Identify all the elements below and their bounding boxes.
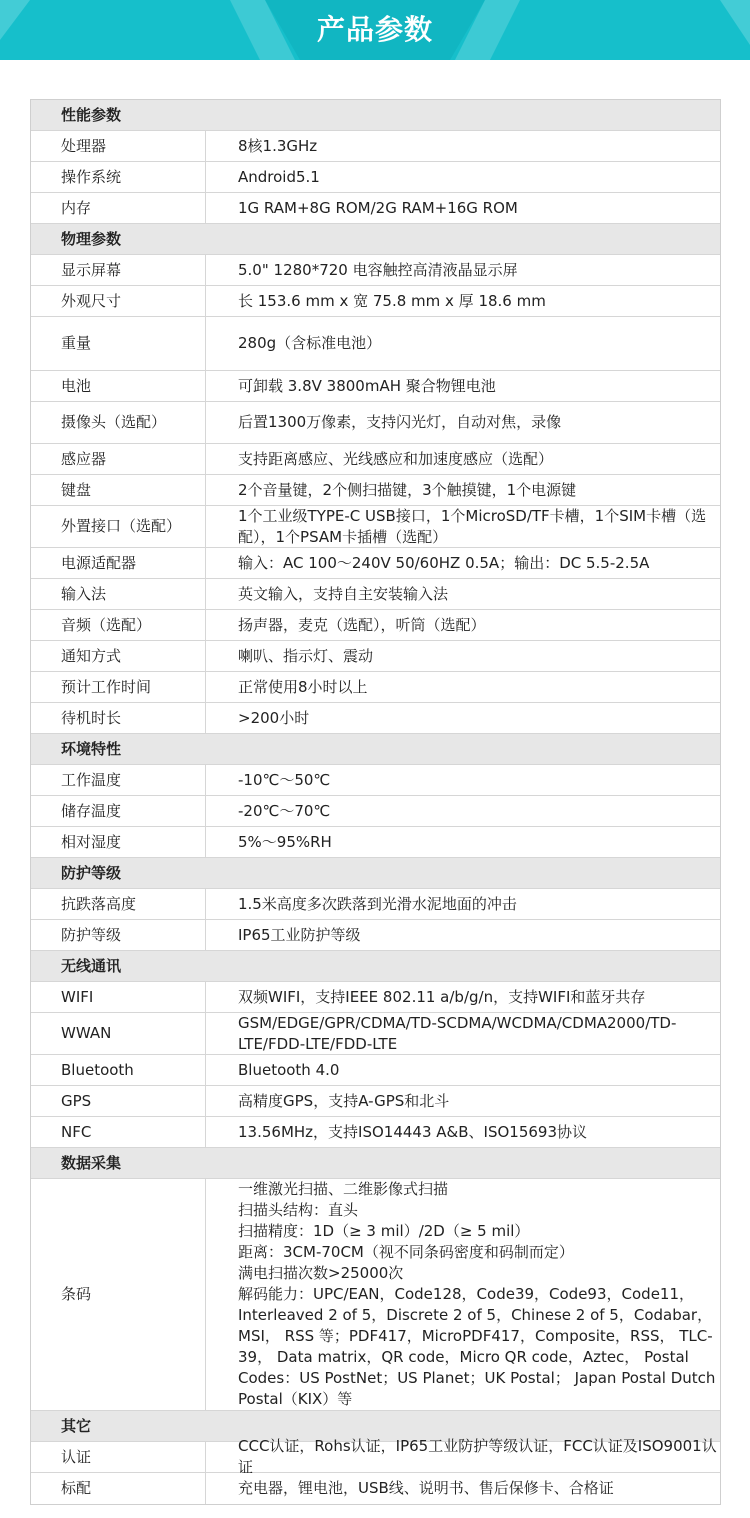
spec-label — [31, 286, 206, 316]
spec-value-text: >200小时 — [238, 708, 310, 727]
spec-value — [206, 889, 720, 919]
spec-value-text: 1.5米高度多次跌落到光滑水泥地面的冲击 — [238, 894, 517, 913]
spec-label — [31, 1117, 206, 1147]
spec-value — [206, 548, 720, 578]
spec-label-text: 重量 — [61, 334, 92, 352]
spec-label-text: 防护等级 — [61, 925, 122, 944]
section-title: 其它 — [61, 1416, 92, 1435]
spec-label — [31, 1086, 206, 1116]
spec-label-text: 条码 — [61, 1285, 92, 1303]
spec-value — [206, 920, 720, 950]
spec-row — [31, 796, 720, 827]
spec-row — [31, 1473, 720, 1504]
spec-label-text: WIFI — [61, 987, 94, 1006]
spec-label-text: 操作系统 — [61, 167, 122, 186]
spec-value — [206, 162, 720, 192]
spec-label-text: WWAN — [61, 1024, 112, 1042]
spec-label — [31, 610, 206, 640]
spec-row — [31, 131, 720, 162]
spec-label-text: 抗跌落高度 — [61, 894, 137, 913]
spec-value-text: 双频WIFI，支持IEEE 802.11 a/b/g/n，支持WIFI和蓝牙共存 — [238, 987, 646, 1006]
section-header — [31, 858, 720, 889]
spec-label — [31, 506, 206, 547]
spec-value — [206, 641, 720, 671]
spec-label — [31, 920, 206, 950]
spec-label — [31, 796, 206, 826]
section-title: 物理参数 — [61, 229, 122, 248]
spec-value — [206, 1086, 720, 1116]
spec-row — [31, 255, 720, 286]
spec-value-text: -10℃～50℃ — [238, 770, 331, 789]
spec-row — [31, 317, 720, 371]
spec-row — [31, 672, 720, 703]
spec-value-text: 支持距离感应、光线感应和加速度感应（选配） — [238, 449, 554, 468]
spec-row — [31, 402, 720, 444]
spec-value — [206, 579, 720, 609]
spec-label-text: 内存 — [61, 198, 92, 217]
spec-value-text: Android5.1 — [238, 167, 320, 186]
spec-value — [206, 1117, 720, 1147]
spec-row — [31, 703, 720, 734]
spec-row — [31, 1086, 720, 1117]
spec-value-text: 高精度GPS，支持A-GPS和北斗 — [238, 1091, 450, 1110]
spec-label-text: GPS — [61, 1091, 92, 1110]
spec-row — [31, 920, 720, 951]
spec-label-text: 电池 — [61, 376, 92, 395]
spec-value-text: 5%～95%RH — [238, 832, 332, 851]
section-header — [31, 100, 720, 131]
spec-value — [206, 371, 720, 401]
spec-label-text: 感应器 — [61, 449, 107, 468]
spec-value-text: 1G RAM+8G ROM/2G RAM+16G ROM — [238, 198, 518, 217]
spec-label — [31, 982, 206, 1012]
spec-label-text: 音频（选配） — [61, 615, 152, 634]
spec-label — [31, 444, 206, 474]
spec-value-text: Bluetooth 4.0 — [238, 1060, 340, 1079]
section-header — [31, 1148, 720, 1179]
spec-label-text: 电源适配器 — [61, 553, 137, 572]
spec-label-text: NFC — [61, 1122, 92, 1141]
page-title: 产品参数 — [316, 13, 433, 46]
spec-value-text: 后置1300万像素，支持闪光灯，自动对焦，录像 — [238, 413, 562, 431]
spec-label — [31, 672, 206, 702]
spec-label — [31, 255, 206, 285]
section-title: 性能参数 — [61, 105, 122, 124]
spec-value-text: 5.0" 1280*720 电容触控高清液晶显示屏 — [238, 260, 518, 279]
section-title: 无线通讯 — [61, 956, 122, 975]
spec-row — [31, 1437, 720, 1476]
spec-value — [206, 131, 720, 161]
spec-value-line: 距离：3CM-70CM（视不同条码密度和码制而定） — [238, 1243, 574, 1261]
spec-label — [31, 641, 206, 671]
spec-value — [206, 402, 720, 443]
spec-value-text: 长 153.6 mm x 宽 75.8 mm x 厚 18.6 mm — [238, 291, 546, 310]
spec-value — [206, 796, 720, 826]
spec-value — [206, 1055, 720, 1085]
spec-label-text: 预计工作时间 — [61, 677, 152, 696]
spec-label-text: 待机时长 — [61, 708, 122, 727]
spec-value-text: 充电器，锂电池，USB线、说明书、售后保修卡、合格证 — [238, 1479, 614, 1497]
spec-row — [31, 982, 720, 1013]
spec-label — [31, 1179, 206, 1410]
spec-label — [31, 1055, 206, 1085]
spec-value-text: 13.56MHz，支持ISO14443 A&B、ISO15693协议 — [238, 1122, 587, 1141]
spec-value — [206, 193, 720, 223]
spec-value-line: 满电扫描次数>25000次 — [238, 1264, 404, 1282]
spec-value-text: 280g（含标准电池） — [238, 334, 382, 352]
spec-label — [31, 402, 206, 443]
spec-value — [206, 1179, 720, 1410]
spec-label-text: 认证 — [61, 1447, 92, 1466]
spec-value-line: 一维激光扫描、二维影像式扫描 — [238, 1180, 449, 1198]
spec-value — [206, 1437, 720, 1476]
spec-value-text: 8核1.3GHz — [238, 136, 318, 155]
spec-value — [206, 1013, 720, 1054]
spec-row — [31, 1055, 720, 1086]
spec-value — [206, 703, 720, 733]
spec-row — [31, 475, 720, 506]
spec-label — [31, 1013, 206, 1054]
spec-value — [206, 610, 720, 640]
spec-row — [31, 548, 720, 579]
spec-row — [31, 827, 720, 858]
spec-value — [206, 827, 720, 857]
spec-value-text: 英文输入，支持自主安装输入法 — [238, 584, 449, 603]
spec-value-text: 2个音量键，2个侧扫描键，3个触摸键，1个电源键 — [238, 480, 577, 499]
spec-label — [31, 131, 206, 161]
spec-row — [31, 641, 720, 672]
section-header — [31, 734, 720, 765]
spec-table — [30, 99, 721, 1505]
spec-value-text: 正常使用8小时以上 — [238, 677, 368, 696]
spec-label — [31, 475, 206, 505]
spec-value-text: GSM/EDGE/GPR/CDMA/TD-SCDMA/WCDMA/CDMA2000/TD-LTE/FDD-LTE/FDD-LTE — [238, 1013, 677, 1053]
section-title: 数据采集 — [61, 1153, 122, 1172]
spec-label-text: 摄像头（选配） — [61, 413, 167, 431]
section-header — [31, 224, 720, 255]
spec-row — [31, 506, 720, 548]
spec-label-text: 标配 — [61, 1479, 92, 1497]
spec-value — [206, 475, 720, 505]
spec-label-text: 储存温度 — [61, 801, 122, 820]
banner — [0, 0, 750, 60]
spec-label — [31, 548, 206, 578]
spec-value — [206, 255, 720, 285]
spec-label — [31, 371, 206, 401]
spec-value-text: 喇叭、指示灯、震动 — [238, 646, 374, 665]
spec-label-text: 显示屏幕 — [61, 260, 122, 279]
spec-row — [31, 286, 720, 317]
spec-value-text: 1个工业级TYPE-C USB接口，1个MicroSD/TF卡槽，1个SIM卡槽（选配），1个PSAM卡插槽（选配） — [238, 506, 707, 546]
spec-label-text: 处理器 — [61, 136, 107, 155]
spec-label — [31, 827, 206, 857]
spec-value-text: IP65工业防护等级 — [238, 925, 361, 944]
spec-value-text: 扬声器，麦克（选配），听筒（选配） — [238, 615, 486, 634]
spec-value-line: 解码能力：UPC/EAN，Code128，Code39，Code93，Code11，Interleaved 2 of 5，Discrete 2 of 5，Chinese 2 of 5，Codabar，MSI， RSS 等；PDF417，MicroPDF417，Composite，RSS， TLC-39， Data matrix，QR code，Micro QR code，Aztec， Postal Codes：US PostNet；US Planet；UK Postal； Japan Postal Dutch Postal（KIX）等 — [238, 1285, 716, 1408]
spec-label-text: 外观尺寸 — [61, 291, 122, 310]
spec-label — [31, 765, 206, 795]
spec-label — [31, 317, 206, 370]
spec-value — [206, 765, 720, 795]
spec-label-text: 外置接口（选配） — [61, 517, 182, 535]
spec-row — [31, 1117, 720, 1148]
spec-value-text: 可卸载 3.8V 3800mAH 聚合物锂电池 — [238, 376, 496, 395]
spec-row — [31, 444, 720, 475]
spec-label — [31, 703, 206, 733]
spec-value — [206, 317, 720, 370]
spec-label — [31, 1473, 206, 1504]
spec-label — [31, 889, 206, 919]
spec-row — [31, 889, 720, 920]
spec-row — [31, 371, 720, 402]
spec-row — [31, 579, 720, 610]
spec-row — [31, 610, 720, 641]
spec-value-line: 扫描精度：1D（≥ 3 mil）/2D（≥ 5 mil） — [238, 1222, 530, 1240]
spec-value — [206, 672, 720, 702]
spec-value-text: 输入：AC 100～240V 50/60HZ 0.5A；输出：DC 5.5-2.5A — [238, 553, 650, 572]
spec-label-text: 键盘 — [61, 480, 92, 499]
section-header — [31, 951, 720, 982]
spec-row — [31, 1013, 720, 1055]
spec-label — [31, 162, 206, 192]
spec-value — [206, 506, 720, 547]
spec-value — [206, 286, 720, 316]
spec-label-text: Bluetooth — [61, 1060, 134, 1079]
spec-label — [31, 579, 206, 609]
spec-row — [31, 162, 720, 193]
spec-row — [31, 765, 720, 796]
spec-row — [31, 1179, 720, 1411]
spec-value — [206, 1473, 720, 1504]
spec-value — [206, 444, 720, 474]
spec-row — [31, 193, 720, 224]
spec-value — [206, 982, 720, 1012]
spec-label-text: 工作温度 — [61, 770, 122, 789]
spec-value-line: 扫描头结构：直头 — [238, 1201, 359, 1219]
spec-value-text: -20℃～70℃ — [238, 801, 331, 820]
spec-label-text: 输入法 — [61, 584, 107, 603]
spec-label — [31, 193, 206, 223]
section-title: 防护等级 — [61, 863, 122, 882]
spec-label-text: 通知方式 — [61, 646, 122, 665]
section-title: 环境特性 — [61, 739, 122, 758]
spec-label — [31, 1442, 206, 1472]
spec-label-text: 相对湿度 — [61, 832, 122, 851]
spec-value-text: CCC认证，Rohs认证，IP65工业防护等级认证，FCC认证及ISO9001认证 — [238, 1437, 717, 1476]
